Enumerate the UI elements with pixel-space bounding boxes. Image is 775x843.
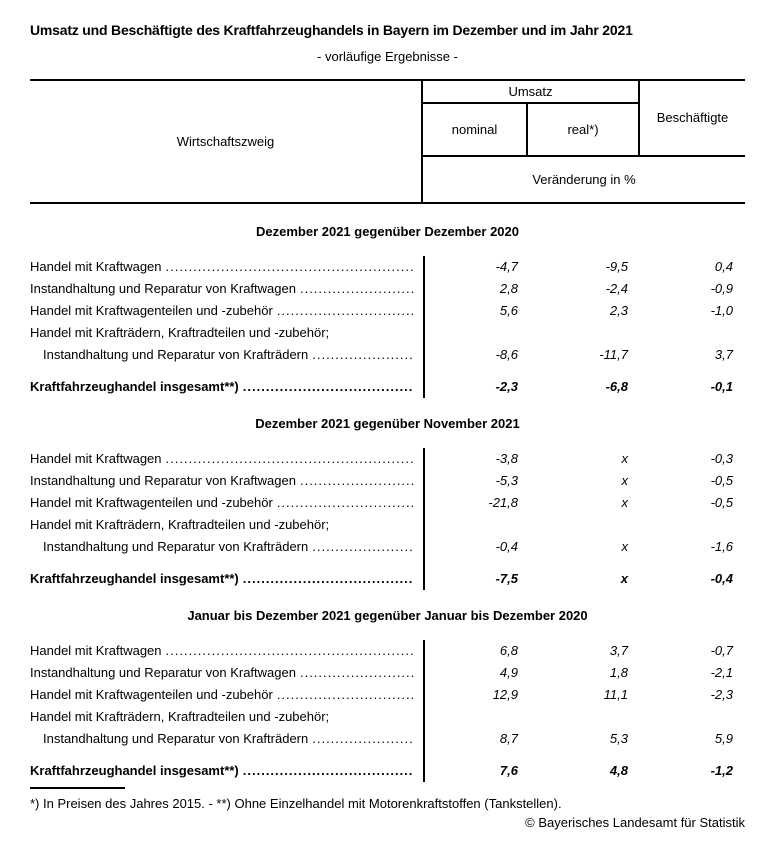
value-real: 1,8 bbox=[609, 665, 628, 680]
value-real: 3,7 bbox=[609, 643, 628, 658]
value-nominal: -2,3 bbox=[495, 379, 518, 394]
section-rows bbox=[30, 448, 745, 558]
section-body bbox=[30, 640, 745, 782]
table-row bbox=[30, 344, 745, 366]
copyright-text: © Bayerisches Landesamt für Statistik bbox=[525, 815, 745, 830]
row-label: Kraftfahrzeughandel insgesamt**) ..... bbox=[30, 760, 423, 782]
table-row bbox=[30, 706, 745, 728]
value-nominal: 2,8 bbox=[499, 281, 518, 296]
value-nominal: 5,6 bbox=[499, 303, 518, 318]
total-row bbox=[30, 376, 745, 398]
leader-dots bbox=[300, 470, 414, 492]
col-header-veraenderung: Veränderung in % bbox=[532, 171, 636, 187]
value-real: -6,8 bbox=[605, 379, 628, 394]
sections bbox=[30, 224, 745, 782]
table-row bbox=[30, 448, 745, 470]
value-real: 5,3 bbox=[609, 731, 628, 746]
value-beschaeftigte: -1,0 bbox=[710, 303, 733, 318]
value-beschaeftigte: -1,2 bbox=[710, 763, 733, 778]
table-row bbox=[30, 256, 745, 278]
column-divider-line bbox=[423, 640, 425, 782]
value-real: 4,8 bbox=[609, 763, 628, 778]
section-heading: Dezember 2021 gegenüber November 2021 bbox=[255, 416, 520, 431]
leader-dots bbox=[300, 278, 414, 300]
leader-dots bbox=[277, 684, 414, 706]
value-beschaeftigte bbox=[638, 514, 745, 536]
table-row bbox=[30, 278, 745, 300]
row-label: Instandhaltung und Reparatur von Krafträdern ..... bbox=[30, 536, 423, 558]
leader-dots bbox=[300, 662, 414, 684]
value-nominal: 12,9 bbox=[492, 687, 518, 702]
section-rows bbox=[30, 640, 745, 750]
document-title: Umsatz und Beschäftigte des Kraftfahrzeughandels in Bayern im Dezember und im Jahr 2021 bbox=[30, 22, 633, 38]
value-beschaeftigte: -2,3 bbox=[710, 687, 733, 702]
value-beschaeftigte: -0,1 bbox=[710, 379, 733, 394]
section-body bbox=[30, 448, 745, 590]
row-label: Instandhaltung und Reparatur von Kraftwagen ..... bbox=[30, 470, 423, 492]
value-real: 11,1 bbox=[603, 687, 628, 702]
table-row bbox=[30, 684, 745, 706]
table-section bbox=[30, 224, 745, 398]
value-beschaeftigte: -0,3 bbox=[710, 451, 733, 466]
value-real: -2,4 bbox=[605, 281, 628, 296]
leader-dots bbox=[277, 300, 414, 322]
row-label: Handel mit Kraftwagenteilen und -zubehör ..... bbox=[30, 300, 423, 322]
value-beschaeftigte: -0,4 bbox=[710, 571, 733, 586]
table-row bbox=[30, 492, 745, 514]
value-nominal: 6,8 bbox=[499, 643, 518, 658]
row-label: Instandhaltung und Reparatur von Kraftwagen ..... bbox=[30, 278, 423, 300]
value-nominal bbox=[423, 322, 528, 344]
value-nominal bbox=[423, 706, 528, 728]
col-header-umsatz: Umsatz bbox=[423, 81, 638, 104]
document-subtitle: - vorläufige Ergebnisse - bbox=[317, 49, 458, 64]
table-section bbox=[30, 416, 745, 590]
value-beschaeftigte: 0,4 bbox=[714, 259, 733, 274]
row-label: Kraftfahrzeughandel insgesamt**) ..... bbox=[30, 376, 423, 398]
value-nominal: 8,7 bbox=[499, 731, 518, 746]
value-real: x bbox=[621, 473, 628, 488]
value-nominal: 7,6 bbox=[499, 763, 518, 778]
value-real: -11,7 bbox=[599, 347, 628, 362]
value-nominal: -7,5 bbox=[495, 571, 518, 586]
value-beschaeftigte bbox=[638, 322, 745, 344]
table-row bbox=[30, 662, 745, 684]
row-label: Handel mit Krafträdern, Kraftradteilen und -zubehör; bbox=[30, 709, 330, 724]
row-label: Instandhaltung und Reparatur von Kraftwagen ..... bbox=[30, 662, 423, 684]
value-real: x bbox=[621, 495, 628, 510]
footnote-rule bbox=[30, 787, 125, 789]
leader-dots bbox=[166, 256, 414, 278]
total-row bbox=[30, 760, 745, 782]
value-real: -9,5 bbox=[605, 259, 628, 274]
leader-dots bbox=[312, 728, 414, 750]
table-section bbox=[30, 608, 745, 782]
value-nominal: -8,6 bbox=[495, 347, 518, 362]
value-beschaeftigte: -0,5 bbox=[710, 473, 733, 488]
row-label: Handel mit Kraftwagen ..... bbox=[30, 640, 423, 662]
col-header-beschaeftigte: Beschäftigte bbox=[638, 81, 745, 157]
row-label: Handel mit Kraftwagenteilen und -zubehör ..... bbox=[30, 684, 423, 706]
row-label: Handel mit Kraftwagenteilen und -zubehör ..... bbox=[30, 492, 423, 514]
column-divider-line bbox=[423, 256, 425, 398]
value-nominal: -5,3 bbox=[495, 473, 518, 488]
value-nominal bbox=[423, 514, 528, 536]
leader-dots bbox=[243, 760, 414, 782]
value-real: x bbox=[621, 451, 628, 466]
value-nominal: -21,8 bbox=[488, 495, 518, 510]
table-row bbox=[30, 640, 745, 662]
column-divider-line bbox=[423, 448, 425, 590]
value-beschaeftigte bbox=[638, 706, 745, 728]
row-label: Handel mit Kraftwagen ..... bbox=[30, 448, 423, 470]
col-header-wirtschaftszweig: Wirtschaftszweig bbox=[30, 81, 423, 202]
row-label: Handel mit Kraftwagen ..... bbox=[30, 256, 423, 278]
col-header-nominal: nominal bbox=[423, 104, 528, 157]
section-heading: Januar bis Dezember 2021 gegenüber Januar bis Dezember 2020 bbox=[187, 608, 588, 623]
value-beschaeftigte: 3,7 bbox=[714, 347, 733, 362]
value-beschaeftigte: 5,9 bbox=[714, 731, 733, 746]
leader-dots bbox=[166, 640, 414, 662]
leader-dots bbox=[166, 448, 414, 470]
value-nominal: 4,9 bbox=[499, 665, 518, 680]
table-header bbox=[30, 79, 745, 204]
table-row bbox=[30, 322, 745, 344]
table-row bbox=[30, 514, 745, 536]
value-beschaeftigte: -0,7 bbox=[710, 643, 733, 658]
table-row bbox=[30, 470, 745, 492]
value-beschaeftigte: -1,6 bbox=[710, 539, 733, 554]
section-body bbox=[30, 256, 745, 398]
row-label: Handel mit Krafträdern, Kraftradteilen und -zubehör; bbox=[30, 517, 330, 532]
table-row bbox=[30, 536, 745, 558]
value-real: x bbox=[620, 571, 628, 586]
value-real bbox=[528, 322, 638, 344]
leader-dots bbox=[312, 536, 414, 558]
value-nominal: -3,8 bbox=[495, 451, 518, 466]
table-row bbox=[30, 728, 745, 750]
value-real: x bbox=[621, 539, 628, 554]
row-label: Handel mit Krafträdern, Kraftradteilen und -zubehör; bbox=[30, 325, 330, 340]
leader-dots bbox=[312, 344, 414, 366]
value-beschaeftigte: -0,9 bbox=[710, 281, 733, 296]
row-label: Instandhaltung und Reparatur von Krafträdern ..... bbox=[30, 728, 423, 750]
row-label: Kraftfahrzeughandel insgesamt**) ..... bbox=[30, 568, 423, 590]
leader-dots bbox=[243, 376, 414, 398]
footnote-text: *) In Preisen des Jahres 2015. - **) Ohne Einzelhandel mit Motorenkraftstoffen (Tankstellen). bbox=[30, 796, 562, 811]
section-rows bbox=[30, 256, 745, 366]
col-header-real: real*) bbox=[528, 104, 638, 157]
value-real bbox=[528, 514, 638, 536]
value-beschaeftigte: -0,5 bbox=[710, 495, 733, 510]
leader-dots bbox=[243, 568, 414, 590]
section-heading: Dezember 2021 gegenüber Dezember 2020 bbox=[255, 224, 519, 239]
value-nominal: -0,4 bbox=[495, 539, 518, 554]
row-label: Instandhaltung und Reparatur von Krafträdern ..... bbox=[30, 344, 423, 366]
value-beschaeftigte: -2,1 bbox=[710, 665, 733, 680]
total-row bbox=[30, 568, 745, 590]
value-real bbox=[528, 706, 638, 728]
leader-dots bbox=[277, 492, 414, 514]
value-nominal: -4,7 bbox=[495, 259, 518, 274]
value-real: 2,3 bbox=[609, 303, 628, 318]
table-row bbox=[30, 300, 745, 322]
